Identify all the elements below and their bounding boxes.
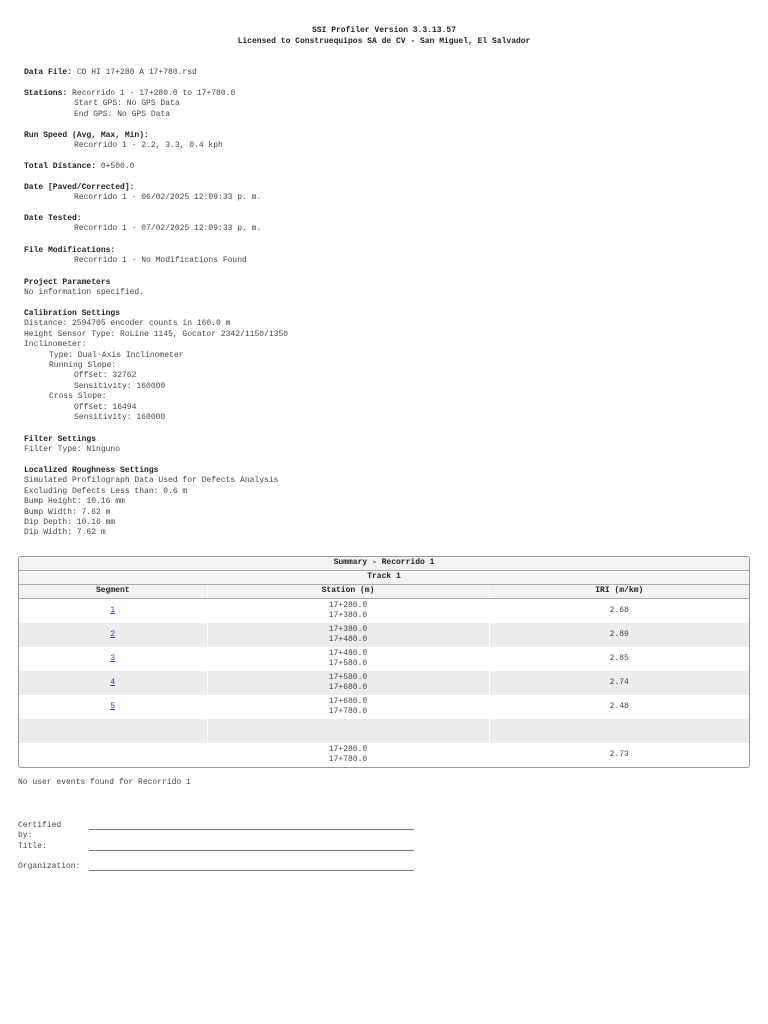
roughness-line: Simulated Profilograph Data Used for Defects Analysis xyxy=(24,476,279,486)
inclinometer-type: Type: Dual-Axis Inclinometer xyxy=(49,350,184,360)
column-header-station: Station (m) xyxy=(207,585,489,599)
start-gps: Start GPS: No GPS Data xyxy=(74,99,180,109)
license-line: Licensed to Construequipos SA de CV - San Miguel, El Salvador xyxy=(237,36,531,46)
certified-by-signature-line xyxy=(89,829,414,830)
data-file-label: Data File: xyxy=(24,68,73,77)
iri-value: 2.85 xyxy=(609,653,629,663)
table-row xyxy=(19,623,749,647)
data-file-value: CD HI 17+280 A 17+780.rsd xyxy=(72,68,197,77)
total-distance-label: Total Distance: xyxy=(24,162,97,171)
project-parameters-section xyxy=(24,278,744,299)
report-header xyxy=(0,26,768,47)
segment-link[interactable]: 1 xyxy=(110,605,116,615)
station-end: 17+380.0 xyxy=(328,611,368,620)
station-start: 17+380.0 xyxy=(328,624,368,634)
calibration-label: Calibration Settings xyxy=(24,309,121,318)
running-slope-sensitivity: Sensitivity: 160000 xyxy=(74,381,166,391)
iri-value: 2.48 xyxy=(609,701,629,711)
station-start: 17+480.0 xyxy=(328,648,368,658)
table-row xyxy=(19,671,749,695)
table-row-spacer xyxy=(19,719,749,743)
total-station-start: 17+280.0 xyxy=(328,744,368,754)
roughness-line: Bump Width: 7.62 m xyxy=(24,507,111,517)
run-speed-label: Run Speed (Avg, Max, Min): xyxy=(24,131,149,140)
stations-section xyxy=(24,89,744,120)
data-file-section xyxy=(24,68,744,78)
total-distance-value: 0+500.0 xyxy=(96,162,135,171)
iri-value: 2.74 xyxy=(489,671,749,695)
roughness-section xyxy=(24,466,744,539)
height-sensor-type: Height Sensor Type: RoLine 1145, Gocator 2342/1150/1350 xyxy=(24,329,289,339)
calibration-section xyxy=(24,309,744,423)
inclinometer-label: Inclinometer: xyxy=(24,340,87,350)
column-header-segment: Segment xyxy=(19,585,207,599)
project-parameters-label: Project Parameters xyxy=(24,278,111,287)
run-speed-value: Recorrido 1 - 2.2, 3.3, 0.4 kph xyxy=(74,141,223,151)
organization-label: Organization: xyxy=(18,862,81,871)
roughness-line: Excluding Defects Less than: 0.6 m xyxy=(24,486,188,496)
running-slope-label: Running Slope: xyxy=(49,361,117,371)
total-station-end: 17+780.0 xyxy=(328,755,368,764)
station-start: 17+580.0 xyxy=(328,672,368,682)
station-end: 17+780.0 xyxy=(328,707,368,716)
title-signature-line xyxy=(89,850,414,851)
table-row-total xyxy=(19,743,749,767)
filter-section xyxy=(24,435,744,456)
segment-link[interactable]: 3 xyxy=(110,653,116,663)
running-slope-offset: Offset: 32762 xyxy=(74,371,137,381)
station-start: 17+680.0 xyxy=(328,696,368,706)
stations-value: Recorrido 1 - 17+280.0 to 17+780.0 xyxy=(67,89,236,98)
date-paved-label: Date [Paved/Corrected]: xyxy=(24,183,135,192)
project-parameters-value: No information specified. xyxy=(24,288,145,298)
iri-value: 2.68 xyxy=(609,605,629,615)
summary-title: Summary - Recorrido 1 xyxy=(19,557,749,571)
station-end: 17+680.0 xyxy=(328,683,368,692)
filter-label: Filter Settings xyxy=(24,435,97,444)
certified-by-label: Certified by: xyxy=(18,821,62,841)
end-gps: End GPS: No GPS Data xyxy=(74,109,171,119)
table-row xyxy=(19,695,749,719)
column-header-iri: IRI (m/km) xyxy=(489,585,749,599)
date-tested-value: Recorrido 1 - 07/02/2025 12:09:33 p. m. xyxy=(74,224,262,234)
roughness-line: Dip Width: 7.62 m xyxy=(24,528,106,538)
date-tested-section xyxy=(24,214,744,235)
table-row xyxy=(19,599,749,624)
file-modifications-value: Recorrido 1 - No Modifications Found xyxy=(74,256,247,266)
date-tested-label: Date Tested: xyxy=(24,214,82,223)
segment-link[interactable]: 4 xyxy=(110,677,116,687)
iri-value: 2.89 xyxy=(489,623,749,647)
table-row xyxy=(19,647,749,671)
cross-slope-label: Cross Slope: xyxy=(49,392,107,402)
date-paved-section xyxy=(24,183,744,204)
station-start: 17+280.0 xyxy=(328,600,368,610)
total-distance-section xyxy=(24,162,744,172)
roughness-line: Bump Height: 10.16 mm xyxy=(24,497,125,507)
organization-signature-line xyxy=(89,870,414,871)
cross-slope-offset: Offset: 16494 xyxy=(74,402,137,412)
user-events-note: No user events found for Recorrido 1 xyxy=(18,778,191,787)
track-title: Track 1 xyxy=(19,571,749,585)
cross-slope-sensitivity: Sensitivity: 160000 xyxy=(74,413,166,423)
summary-table xyxy=(18,556,750,768)
segment-link[interactable]: 5 xyxy=(110,701,116,711)
stations-label: Stations: xyxy=(24,89,68,98)
file-modifications-label: File Modifications: xyxy=(24,246,116,255)
software-version: SSI Profiler Version 3.3.13.57 xyxy=(311,26,457,35)
title-label: Title: xyxy=(18,841,47,851)
roughness-label: Localized Roughness Settings xyxy=(24,466,159,475)
roughness-line: Dip Depth: 10.16 mm xyxy=(24,518,116,528)
date-paved-value: Recorrido 1 - 06/02/2025 12:09:33 p. m. xyxy=(74,193,262,203)
segment-link[interactable]: 2 xyxy=(110,629,116,639)
calibration-distance: Distance: 2594705 encoder counts in 160.0 m xyxy=(24,319,231,329)
station-end: 17+580.0 xyxy=(328,659,368,668)
filter-type: Filter Type: Ninguno xyxy=(24,445,121,455)
total-iri-value: 2.73 xyxy=(609,749,629,759)
station-end: 17+480.0 xyxy=(328,635,368,644)
run-speed-section xyxy=(24,131,744,152)
file-modifications-section xyxy=(24,246,744,267)
